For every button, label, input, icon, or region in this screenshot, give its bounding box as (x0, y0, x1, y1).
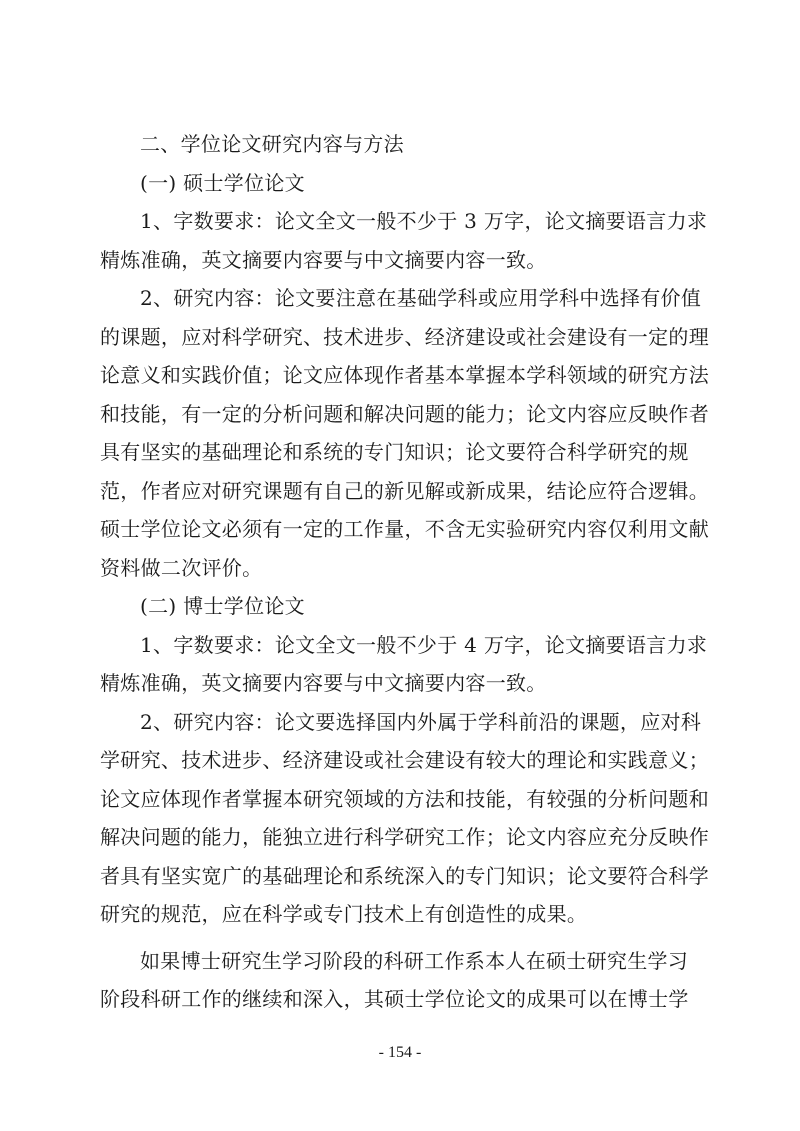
paragraph-line: 1、字数要求：论文全文一般不少于 3 万字，论文摘要语言力求 (140, 209, 708, 233)
paragraph-line: 具有坚实的基础理论和系统的专门知识；论文要符合科学研究的规 (100, 440, 689, 464)
document-body (100, 125, 709, 1019)
paragraph-line: 2、研究内容：论文要注意在基础学科或应用学科中选择有价值 (140, 286, 702, 310)
master-research-content-paragraph (100, 279, 709, 587)
master-word-count-paragraph (100, 202, 708, 279)
paragraph-line: 学研究、技术进步、经济建设或社会建设有较大的理论和实践意义； (100, 748, 709, 772)
section-heading: 二、学位论文研究内容与方法 (140, 132, 404, 156)
paragraph-line: 1、字数要求：论文全文一般不少于 4 万字，论文摘要语言力求 (140, 632, 708, 657)
paragraph-line: 范，作者应对研究课题有自己的新见解或新成果，结论应符合逻辑。 (100, 478, 709, 503)
paragraph-line: 和技能，有一定的分析问题和解决问题的能力；论文内容应反映作者 (100, 401, 709, 426)
paragraph-line: 阶段科研工作的继续和深入，其硕士学位论文的成果可以在博士学 (100, 987, 689, 1011)
master-thesis-heading: (一) 硕士学位论文 (140, 170, 305, 195)
paragraph-line: 精炼准确，英文摘要内容要与中文摘要内容一致。 (100, 247, 547, 272)
doctoral-thesis-heading: (二) 博士学位论文 (140, 594, 305, 618)
paragraph-line: 论文应体现作者掌握本研究领域的方法和技能，有较强的分析问题和 (100, 786, 709, 811)
paragraph-line: 如果博士研究生学习阶段的科研工作系本人在硕士研究生学习 (140, 948, 689, 973)
paragraph-line: 资料做二次评价。 (100, 555, 263, 580)
doctoral-research-content-paragraph (100, 703, 709, 934)
paragraph-line: 的课题，应对科学研究、技术进步、经济建设或社会建设有一定的理 (100, 324, 709, 349)
page-number: - 154 - (378, 1044, 422, 1061)
paragraph-line: 研究的规范，应在科学或专门技术上有创造性的成果。 (100, 902, 588, 926)
paragraph-line: 硕士学位论文必须有一定的工作量，不含无实验研究内容仅利用文献 (100, 517, 709, 541)
paragraph-line: 2、研究内容：论文要选择国内外属于学科前沿的课题，应对科 (140, 709, 702, 734)
paragraph-line: 论意义和实践价值；论文应体现作者基本掌握本学科领域的研究方法 (100, 363, 709, 387)
paragraph-line: 者具有坚实宽广的基础理论和系统深入的专门知识；论文要符合科学 (100, 863, 709, 888)
continuation-paragraph (100, 942, 700, 1019)
doctoral-word-count-paragraph (100, 626, 708, 703)
paragraph-line: 解决问题的能力，能独立进行科学研究工作；论文内容应充分反映作 (100, 825, 709, 849)
paragraph-line: 精炼准确，英文摘要内容要与中文摘要内容一致。 (100, 671, 547, 695)
